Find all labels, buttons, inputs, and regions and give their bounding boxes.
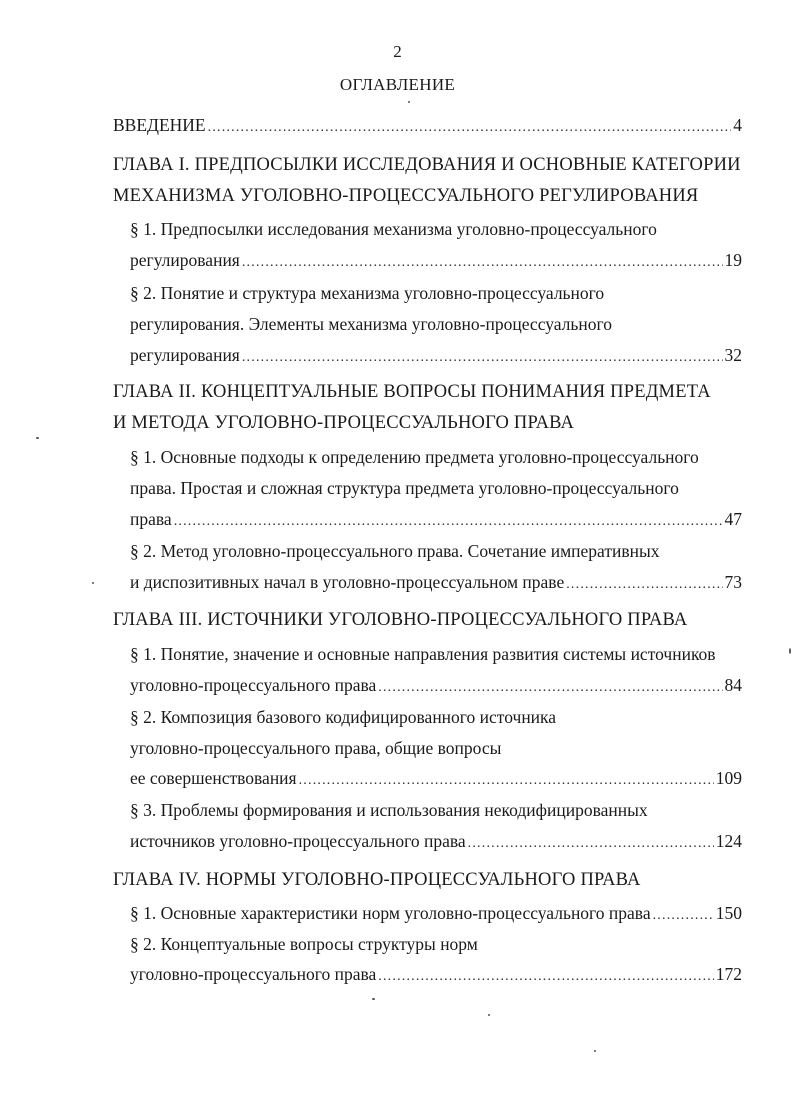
toc-entry-label: источников уголовно-процессуального права — [130, 831, 466, 851]
chapter-3-section-3-line-1: § 3. Проблемы формирования и использования некодифицированных — [130, 800, 648, 820]
toc-page-ref: 47 — [724, 509, 742, 529]
chapter-3-section-2-line-3 — [130, 767, 742, 792]
leader-dots — [174, 511, 723, 533]
chapter-4-section-2-line-1: § 2. Концептуальные вопросы структуры норм — [130, 934, 478, 954]
chapter-2-section-1-line-3 — [130, 508, 742, 533]
scan-speck — [488, 1014, 490, 1016]
toc-page-ref: 32 — [724, 345, 742, 365]
chapter-3-section-3-line-2 — [130, 830, 742, 855]
chapter-3-section-1-line-1: § 1. Понятие, значение и основные направления развития системы источников — [130, 644, 716, 664]
chapter-4-title-line-1: ГЛАВА IV. НОРМЫ УГОЛОВНО-ПРОЦЕССУАЛЬНОГО ПРАВА — [113, 870, 641, 890]
toc-entry-label: права — [130, 509, 172, 529]
chapter-2-title-line-1: ГЛАВА II. КОНЦЕПТУАЛЬНЫЕ ВОПРОСЫ ПОНИМАНИЯ ПРЕДМЕТА — [113, 382, 711, 402]
page-number: 2 — [393, 42, 402, 61]
chapter-1-title-line-2: МЕХАНИЗМА УГОЛОВНО-ПРОЦЕССУАЛЬНОГО РЕГУЛИРОВАНИЯ — [113, 186, 699, 206]
scan-speck — [789, 648, 791, 654]
chapter-1-title-line-1: ГЛАВА I. ПРЕДПОСЫЛКИ ИССЛЕДОВАНИЯ И ОСНОВНЫЕ КАТЕГОРИИ — [113, 155, 741, 175]
leader-dots — [378, 966, 713, 988]
toc-page-ref: 84 — [724, 675, 742, 695]
leader-dots — [299, 770, 714, 792]
scan-speck — [92, 582, 94, 584]
leader-dots — [468, 833, 714, 855]
scan-speck — [408, 101, 410, 103]
leader-dots — [566, 574, 722, 596]
toc-entry-label: § 1. Основные характеристики норм уголовно-процессуального права — [130, 903, 651, 923]
toc-page-ref: 124 — [715, 831, 742, 851]
toc-entry-label: и диспозитивных начал в уголовно-процессуальном праве — [130, 572, 565, 592]
toc-entry-label: регулирования — [130, 345, 240, 365]
chapter-3-section-2-line-2: уголовно-процессуального права, общие вопросы — [130, 738, 502, 758]
toc-page-ref: 172 — [715, 964, 742, 984]
chapter-2-section-2-line-2 — [130, 571, 742, 596]
scan-speck — [36, 437, 39, 439]
leader-dots — [378, 677, 722, 699]
toc-page-ref: 109 — [715, 768, 742, 788]
leader-dots — [242, 252, 723, 274]
toc-entry-intro — [113, 114, 742, 139]
toc-page-ref: 4 — [733, 115, 742, 135]
toc-page-ref: 73 — [724, 572, 742, 592]
toc-page-ref: 150 — [715, 903, 742, 923]
toc-entry-label: ВВЕДЕНИЕ — [113, 115, 206, 135]
chapter-1-section-1-line-1: § 1. Предпосылки исследования механизма уголовно-процессуального — [130, 219, 657, 239]
chapter-3-title-line-1: ГЛАВА III. ИСТОЧНИКИ УГОЛОВНО-ПРОЦЕССУАЛЬНОГО ПРАВА — [113, 610, 688, 630]
leader-dots — [653, 905, 714, 927]
chapter-1-section-2-line-1: § 2. Понятие и структура механизма уголовно-процессуального — [130, 283, 605, 303]
chapter-1-section-2-line-3 — [130, 344, 742, 369]
chapter-1-section-1-line-2 — [130, 249, 742, 274]
toc-entry-label: ее совершенствования — [130, 768, 297, 788]
toc-entry-label: уголовно-процессуального права — [130, 675, 377, 695]
toc-entry-label: регулирования — [130, 250, 240, 270]
toc-title: ОГЛАВЛЕНИЕ — [339, 75, 456, 94]
scan-speck — [372, 998, 375, 1000]
chapter-1-section-2-line-2: регулирования. Элементы механизма уголовно-процессуального — [130, 314, 613, 334]
chapter-3-section-1-line-2 — [130, 674, 742, 699]
chapter-2-title-line-2: И МЕТОДА УГОЛОВНО-ПРОЦЕССУАЛЬНОГО ПРАВА — [113, 413, 575, 433]
toc-page-ref: 19 — [724, 250, 742, 270]
scan-speck — [594, 1050, 596, 1052]
chapter-2-section-1-line-1: § 1. Основные подходы к определению предмета уголовно-процессуального — [130, 447, 699, 467]
chapter-2-section-2-line-1: § 2. Метод уголовно-процессуального права. Сочетание императивных — [130, 541, 660, 561]
chapter-4-section-2-line-2 — [130, 963, 742, 988]
chapter-2-section-1-line-2: права. Простая и сложная структура предмета уголовно-процессуального — [130, 478, 679, 498]
chapter-3-section-2-line-1: § 2. Композиция базового кодифицированного источника — [130, 707, 557, 727]
leader-dots — [242, 347, 723, 369]
toc-entry-label: уголовно-процессуального права — [130, 964, 377, 984]
leader-dots — [208, 117, 732, 139]
chapter-4-section-1-line-1 — [130, 902, 742, 927]
